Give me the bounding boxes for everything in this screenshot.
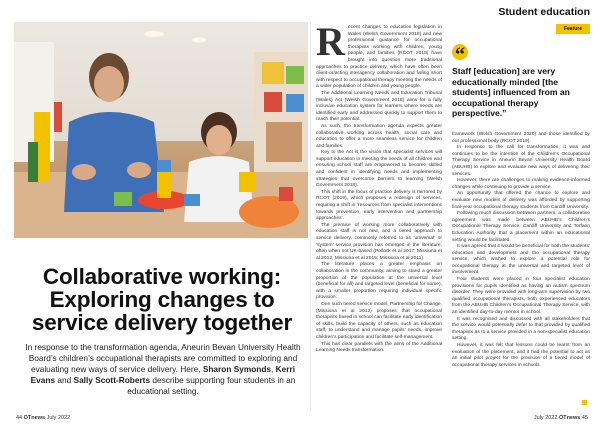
footer-right (534, 415, 588, 421)
paragraph: Four students were placed in four specialist education provisions for pupils identified as having an autism spectrum disorder. They were provided with long-arm supervision by two qualified occupational therapists, both experienced educators from the ABUHB Children’s Occupational Therapy Service, with an identified day-to-day mentor in school. (452, 277, 590, 316)
page-number: 44 (16, 415, 23, 421)
body-column-1 (316, 19, 442, 355)
footer-left (16, 415, 70, 421)
author-name: Kerri Evans (30, 364, 296, 385)
pull-quote: Staff [education] are very educationally minded [the students] influenced from an occupational therapy perspective.” (452, 66, 570, 119)
quote-mark-icon: “ (452, 44, 468, 60)
paragraph: framework (Welsh Government 2020) and those identified by our professional body (RCOT 2019). (452, 132, 590, 144)
classroom-photo (14, 22, 308, 238)
standfirst: In response to the transformation agenda, Aneurin Bevan University Health Board’s children’s occupational therapists are committed to exploring and evaluating new ways of service delivery. Here, Sharon Symonds, Kerri Evans and Sally Scott-Roberts describe supporting four students in an educational setting. (25, 342, 301, 396)
paragraph: One such tiered service model, Partnership for Change, (Missiuna et al 2012) proposes that occupational therapists based in school can facilitate early identification of skills, build the capacity of others, such as education staff, to understand and manage pupils’ needs, improve children’s participation and facilitate self-management. (316, 301, 442, 340)
paragraph: It was recognised and discussed with all stakeholders that the service would potentially defer to that provided by qualified therapists as to a service provided in a non-specialist education setting. (452, 316, 590, 342)
issue-date: July 2022 (533, 415, 558, 421)
article-headline: Collaborative working: Exploring changes to service delivery together (31, 264, 293, 335)
paragraph: Following much discussion between partners, a collaborative agreement was made between ABUHB’s Children’s Occupational Therapy Service, Cardiff University and Torfaen Education Authority that a placement within an educational setting would be facilitated. (452, 211, 590, 243)
author-name: Sally Scott-Roberts (73, 375, 151, 385)
paragraph: In response to the call for transformation, it was and continues to be the intention of the Children’s Occupational Therapy Service in Aneurin Bevan University Health Board (ABUHB) to explore and evaluate new ways of delivering their services. (452, 145, 590, 177)
article-end-icon (582, 400, 587, 405)
body-column-2 (452, 132, 590, 369)
page-gutter (310, 22, 311, 410)
publication-name: OTnews (558, 415, 581, 421)
paragraph: As such, the transformation agenda expects greater collaborative working across health, social care and education to offer a more seamless service for children and families. (316, 123, 442, 149)
paragraph: This shift in the focus of practice delivery is mirrored by RCOT (2019), which proposes a redesign of services, requiring a shift in ‘resources from specialist interventions towards prevention, early intervention and partnership approaches’. (316, 189, 442, 222)
paragraph: The Additional Learning Needs and Education Tribunal (Wales) Act (Welsh Government 2018) aims for a fully inclusive education system for learners where needs are identified early and addressed quickly to support them to reach their potential. (316, 90, 442, 123)
paragraph: The literature places a greater emphasis on collaboration in the community, aiming to stand a greater proportion of the population at the universal level (beneficial for all) and targeted level (beneficial for some), with a smaller proportion requiring individual specific provision. (316, 262, 442, 301)
paragraph: The premise of working more collaboratively with education staff is not new, and a tiered approach to service delivery, commonly referred to as ‘universal’ or ‘system’ service provision has emerged in the literature, often when not UK-based (Pollock et al 2017; Missiuna et al 2012; Missiuna et al 2015; Missiuna et al 2011). (316, 222, 442, 261)
paragraph: ecent changes to education legislation in Wales (Welsh Government 2018) and new professional guidance for occupational therapists working with children, young people, and families (RCOT 2019) have brought into question more traditional approaches to practice delivery, which have often been client-or/acting interagency collaboration and falling short with respect to occupational therapy meeting the needs of a wider population of children and young people. (316, 25, 442, 90)
paragraph: However, it was felt that lessons could be learnt from an evaluation of the placement, and it had the potential to act as an initial pilot project for the provision of a tiered model of occupational therapy services in schools. (452, 343, 590, 368)
issue-date: July 2022 (46, 415, 71, 421)
feature-tag: Feature (556, 24, 590, 34)
paragraph: However, there are challenges to making evidence-informed changes while continuing to provide a service. (452, 178, 590, 190)
paragraph: It was agreed that it would be beneficial for both the students’ education and development and the occupational therapy service, which wished to explore a potential role for occupational therapy at the universal and targeted level of involvement. (452, 244, 590, 276)
section-title: Student education (498, 6, 590, 18)
paragraph: Key to the Act is the vision that specialist services will support education in meeting the needs of all children and ensuring school staff are empowered to become skilled and confident in identifying needs and implementing strategies that overcome barriers to learning (Welsh Government 2018). (316, 150, 442, 189)
paragraph: This has clear parallels with the aims of the Additional Learning Needs transformation. (316, 341, 442, 354)
publication-name: OTnews (23, 415, 46, 421)
drop-cap: R (316, 19, 345, 64)
author-name: Sharon Symonds (202, 364, 272, 374)
page-number: 45 (581, 415, 588, 421)
paragraph: An opportunity that offered the chance to explore and evaluate new models of delivery was afforded by supporting final-year occupational therapy students from Cardiff University. (452, 191, 590, 210)
